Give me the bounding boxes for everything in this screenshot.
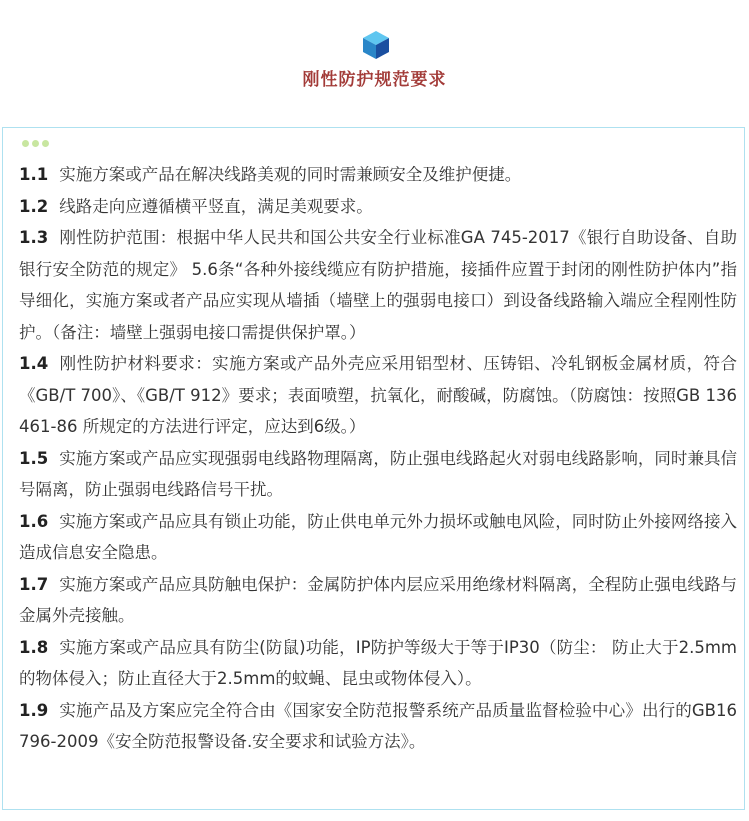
item-number: 1.9	[19, 700, 49, 720]
item-number: 1.1	[19, 165, 49, 184]
dot-icon	[32, 140, 39, 147]
item-number: 1.3	[19, 228, 49, 247]
requirement-item	[19, 695, 737, 758]
requirement-item	[19, 506, 737, 569]
item-text: 刚性防护范围：根据中华人民共和国公共安全行业标准GA 745-2017《银行自助设备、自助银行安全防范的规定》 5.6条“各种外接线缆应有防护措施，接插件应置于封闭的刚性防护体内”指导细化，实施方案或者产品应实现从墙插（墙壁上的强弱电接口）到设备线路输入端应全程刚性防护。（备注：墙壁上强弱电接口需提供保护罩。）	[19, 228, 737, 342]
decorative-dots	[22, 140, 49, 148]
requirement-item	[19, 569, 737, 632]
requirement-item	[19, 443, 737, 506]
dot-icon	[42, 140, 49, 147]
item-number: 1.5	[19, 448, 49, 468]
item-text: 实施方案或产品在解决线路美观的同时需兼顾安全及维护便捷。	[59, 165, 522, 184]
item-text: 实施产品及方案应完全符合由《国家安全防范报警系统产品质量监督检验中心》出行的GB16796-2009《安全防范报警设备.安全要求和试验方法》。	[19, 700, 737, 751]
item-text: 实施方案或产品应具有防尘(防鼠)功能，IP防护等级大于等于IP30（防尘： 防止大于2.5mm的物体侵入；防止直径大于2.5mm的蚊蝇、昆虫或物体侵入）。	[19, 637, 737, 688]
page-title: 刚性防护规范要求	[302, 70, 447, 90]
dot-icon	[22, 140, 29, 147]
requirement-item	[19, 348, 737, 443]
cube-icon	[362, 30, 390, 60]
item-number: 1.4	[19, 354, 49, 373]
item-number: 1.6	[19, 511, 49, 531]
requirement-item	[19, 632, 737, 695]
item-number: 1.2	[19, 196, 49, 216]
requirement-item	[19, 222, 737, 348]
item-number: 1.8	[19, 637, 49, 657]
content-card	[2, 127, 745, 810]
item-text: 实施方案或产品应实现强弱电线路物理隔离，防止强电线路起火对弱电线路影响，同时兼具信号隔离，防止强弱电线路信号干扰。	[19, 448, 737, 499]
requirement-item	[19, 159, 737, 191]
requirement-list	[19, 159, 737, 758]
item-text: 刚性防护材料要求：实施方案或产品外壳应采用铝型材、压铸铝、冷轧钢板金属材质，符合《GB/T 700》、《GB/T 912》要求；表面喷塑，抗氧化，耐酸碱，防腐蚀。（防腐蚀：按照GB 136461-86 所规定的方法进行评定，应达到6级。）	[19, 354, 737, 436]
item-text: 实施方案或产品应具防触电保护：金属防护体内层应采用绝缘材料隔离，全程防止强电线路与金属外壳接触。	[19, 574, 737, 625]
requirement-item	[19, 191, 737, 223]
item-number: 1.7	[19, 574, 49, 594]
item-text: 实施方案或产品应具有锁止功能，防止供电单元外力损坏或触电风险，同时防止外接网络接入造成信息安全隐患。	[19, 511, 737, 562]
item-text: 线路走向应遵循横平竖直，满足美观要求。	[59, 196, 373, 216]
page-header	[0, 0, 749, 110]
